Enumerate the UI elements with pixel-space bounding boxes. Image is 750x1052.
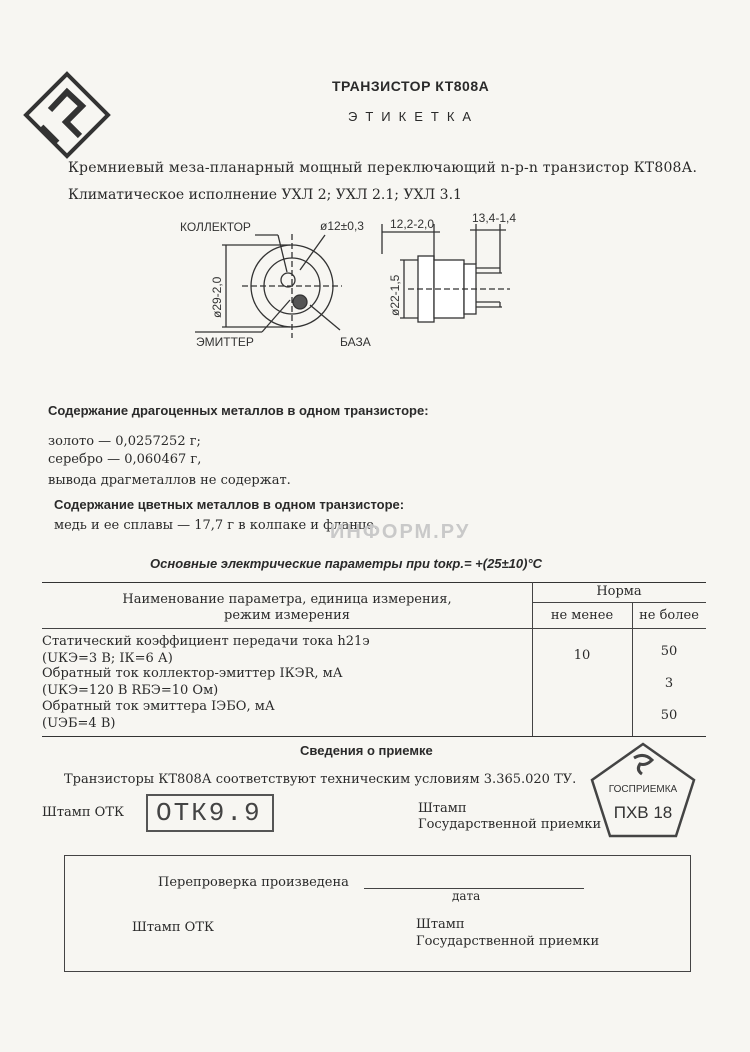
otk-stamp [146, 794, 274, 832]
param-name: Обратный ток коллектор-эмиттер IКЭR, мА [42, 666, 343, 681]
param-name: Статический коэффициент передачи тока h21э [42, 634, 370, 649]
column-header-name: Наименование параметра, единица измерения, [122, 592, 452, 607]
param-condition: (UКЭ=120 В RБЭ=10 Ом) [42, 683, 219, 698]
recheck-state-acceptance-label: Государственной приемки [416, 934, 600, 949]
description-line: Кремниевый меза-планарный мощный переключающий n-p-n транзистор КТ808А. [68, 160, 698, 176]
param-condition: (UКЭ=3 В; IК=6 А) [42, 651, 173, 666]
recheck-state-stamp-label: Штамп [416, 917, 465, 932]
column-header-norm: Норма [596, 584, 642, 599]
param-min: 10 [573, 648, 591, 663]
dim-12-2: 12,2-2,0 [390, 217, 435, 231]
stamp-pent-text: ГОСПРИЕМКА [608, 784, 678, 795]
nonferrous-heading: Содержание цветных металлов в одном транзисторе: [54, 497, 405, 512]
emitter-label: ЭМИТТЕР [196, 335, 254, 349]
stamp-pent-code: ПХВ 18 [613, 803, 673, 822]
manufacturer-logo-icon [22, 70, 112, 160]
state-stamp-label: Штамп [418, 801, 467, 816]
param-condition: (UЭБ=4 В) [42, 716, 116, 731]
acceptance-heading: Сведения о приемке [300, 743, 433, 758]
column-header-max: не более [639, 608, 699, 623]
recheck-stamp-otk-label: Штамп ОТК [132, 920, 215, 935]
transistor-drawing [150, 210, 550, 360]
silver-content: серебро — 0,060467 г, [48, 452, 202, 467]
copper-content: медь и ее сплавы — 17,7 г в колпаке и фланце. [54, 518, 379, 533]
dim-diameter-29: ø29-2,0 [210, 276, 224, 318]
dim-diameter-12: ø12±0,3 [320, 219, 364, 233]
leads-note: вывода драгметаллов не содержат. [48, 473, 291, 488]
watermark: ИНФОРМ.РУ [330, 521, 471, 543]
param-name: Обратный ток эмиттера IЭБО, мА [42, 699, 275, 714]
precious-metals-heading: Содержание драгоценных металлов в одном транзисторе: [48, 403, 429, 418]
dim-13-4: 13,4-1,4 [472, 211, 517, 225]
document-title: ТРАНЗИСТОР КТ808А [332, 78, 490, 94]
parameters-heading: Основные электрические параметры при tокр.= +(25±10)°С [150, 556, 543, 571]
climate-line: Климатическое исполнение УХЛ 2; УХЛ 2.1; УХЛ 3.1 [68, 187, 462, 203]
gold-content: золото — 0,0257252 г; [48, 434, 201, 449]
recheck-text: Перепроверка произведена [158, 875, 349, 890]
state-acceptance-label: Государственной приемки [418, 817, 602, 832]
dim-diameter-22: ø22-1,5 [388, 274, 402, 316]
param-max: 3 [664, 676, 674, 691]
param-max: 50 [660, 708, 678, 723]
base-label: БАЗА [340, 335, 371, 349]
document-subtitle: ЭТИКЕТКА [348, 109, 480, 124]
param-max: 50 [660, 644, 678, 659]
collector-label: КОЛЛЕКТОР [180, 220, 251, 234]
otk-stamp-value: ОТК9.9 [156, 798, 262, 828]
state-acceptance-stamp [588, 740, 698, 840]
acceptance-text: Транзисторы КТ808А соответствуют техническим условиям 3.365.020 ТУ. [64, 772, 577, 787]
recheck-date-label: дата [452, 889, 481, 903]
column-header-min: не менее [550, 608, 614, 623]
recheck-section [64, 855, 691, 972]
stamp-otk-label: Штамп ОТК [42, 805, 125, 820]
column-header-mode: режим измерения [224, 608, 350, 623]
